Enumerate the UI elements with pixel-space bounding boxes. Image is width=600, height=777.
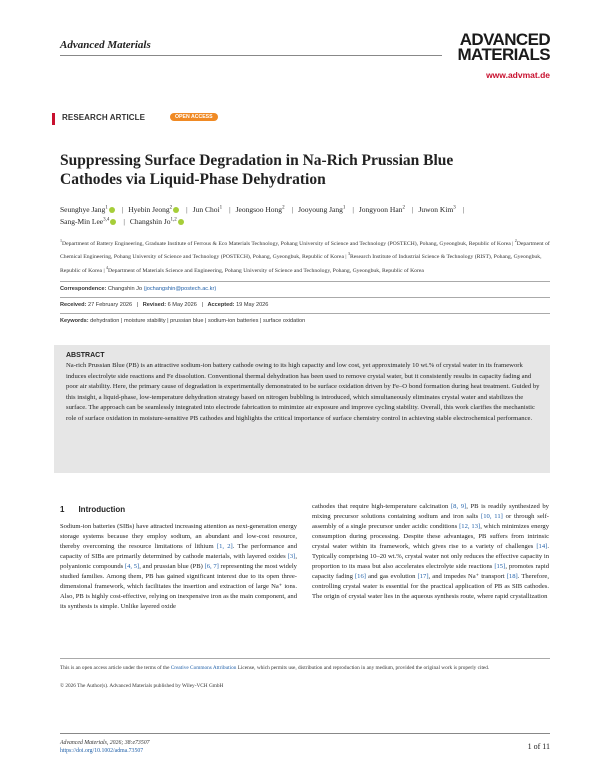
affiliation-sup: 1 (60, 238, 62, 243)
journal-url-link[interactable]: www.advmat.de (486, 70, 550, 80)
body-column-right: cathodes that require high-temperature calcination [8, 9], PB is readily synthesized by mixing precursor solutions containing sodium and iron salts [10, 11] or through self-assembly of a single precursor under acidic conditions [12, 13], which minimizes energy consumption during processing. Despite these advantages, PB suffers from intrinsic crystal water within its framework, which gives rise to a variety of challenges [14]. Typically comprising 10–20 wt.%, crystal water not only reduces the effective capacity in proportion to its mass but also accelerates electrolyte side reactions [15], promotes rapid capacity fading [16] and gas evolution [17], and impedes Na⁺ transport [18]. Therefore, controlling crystal water is essential for the practical application of PB as SIB cathodes. The origin of crystal water lies in the aqueous synthesis route, where rapid crystallization (312, 503, 549, 600)
author-separator: | (462, 204, 465, 214)
author-affiliation-sup: 3,4 (103, 217, 110, 223)
author-name: Juwon Kim$^3$ (418, 204, 456, 214)
author-name: Jeongsoo Hong$^2$ (235, 204, 285, 214)
keywords-list: dehydration | moisture stability | prussian blue | sodium-ion batteries | surface oxidation (90, 318, 306, 324)
author-affiliation-sup: 1 (342, 205, 346, 210)
affiliation-sup: 4 (106, 264, 108, 270)
author-separator: | (121, 204, 124, 214)
affiliation-text: Research Institute of Industrial Science & Technology (RIST), Pohang, Gyeongbuk, Republic of Korea (60, 254, 542, 274)
citation-link[interactable]: [14] (536, 543, 548, 550)
author-separator: | (186, 204, 188, 214)
author-affiliation-sup: 1 (219, 205, 223, 210)
author-affiliation-sup: 1 (105, 205, 108, 210)
correspondence-label: Correspondence: (60, 286, 107, 292)
citation-link[interactable]: [6, 7] (204, 563, 219, 570)
author-list (60, 202, 550, 227)
citation-line: Advanced Materials, 2026; 38:e73507 (60, 740, 150, 746)
dates: Received: 27 February 2026 | Revised: 6 May 2026 | Accepted: 19 May 2026 (60, 302, 269, 308)
author-affiliation-sup: 1,2 (170, 217, 177, 223)
affiliation-text: Department of Battery Engineering, Graduate Institute of Ferrous & Eco Materials Technology, Pohang University of Science and Technology (POSTECH), Pohang, Gyeongbuk, Republic of Korea (62, 240, 511, 247)
abstract-heading: ABSTRACT (66, 352, 105, 359)
license-link[interactable]: Creative Commons Attribution (170, 665, 237, 671)
journal-logo (440, 32, 550, 62)
author-name: Seunghye Jang$^1$ (60, 205, 115, 214)
logo-line2: MATERIALS (457, 45, 550, 64)
author-affiliation-sup: 3 (453, 205, 456, 210)
header-divider (60, 55, 442, 56)
affiliation-separator: | (343, 254, 348, 261)
accepted-date: 19 May 2026 (236, 302, 269, 308)
bottom-divider (60, 733, 550, 734)
author-name: Hyebin Jeong$^2$ (128, 205, 179, 214)
article-title (60, 151, 550, 189)
title-line1: Suppressing Surface Degradation in Na-Rich Prussian Blue (60, 152, 454, 169)
copyright-note: © 2026 The Author(s). Advanced Materials published by Wiley-VCH GmbH (60, 683, 224, 689)
section-title: Introduction (78, 505, 126, 514)
affiliation-separator: | (510, 240, 515, 247)
author-name: Changshin Jo$^{1,2}$ (130, 217, 184, 226)
body-column-left: Sodium-ion batteries (SIBs) have attracted increasing attention as next-generation energy storage systems because they employ sodium, an abundant and low-cost resource, thereby overcoming the resource limitations of lithium [1, 2]. The performance and capacity of SIBs are primarily determined by cathode materials, with layered oxides [3], polyanionic compounds [4, 5], and prussian blue (PB) [6, 7] representing the most widely studied families. Among them, PB has gained significant interest due to its open three-dimensional framework, which facilitates the insertion and extraction of large Na⁺ ions. Also, PB is highly cost-effective, relying on inexpensive iron as the main component, and its synthesis is simple. Unlike layered oxide (60, 523, 297, 610)
logo-line1: ADVANCED (459, 30, 550, 49)
article-type: RESEARCH ARTICLE (62, 113, 146, 122)
citation-link[interactable]: [18] (506, 573, 518, 580)
article-type-marker (52, 113, 55, 125)
revised-date: 6 May 2026 (167, 302, 197, 308)
author-separator: | (123, 217, 125, 226)
correspondence-email-link[interactable]: (jochangshin@postech.ac.kr) (143, 286, 217, 292)
author-name: Sang-Min Lee$^{3,4}$ (60, 217, 116, 226)
affiliation-text: Department of Materials Science and Engineering, Pohang University of Science and Technology, Pohang, Gyeongbuk, Republic of Korea (108, 267, 424, 274)
affiliations (60, 236, 550, 276)
meta-divider-low (60, 313, 550, 314)
citation-link[interactable]: [17] (417, 573, 429, 580)
section-heading-introduction (60, 505, 125, 514)
accepted-label: Accepted: (207, 302, 235, 308)
author-separator: | (352, 204, 354, 214)
citation-link[interactable]: [8, 9] (450, 503, 467, 510)
citation-link[interactable]: [15] (494, 563, 506, 570)
license-pre: This is an open access article under the terms of the (60, 665, 171, 671)
author-affiliation-sup: 2 (402, 205, 405, 210)
received-date: 27 February 2026 (88, 302, 133, 308)
author-name: Jooyoung Jang$^1$ (298, 204, 346, 214)
section-number: 1 (60, 505, 65, 514)
open-access-badge: OPEN ACCESS (170, 113, 218, 121)
received-label: Received: (60, 302, 87, 308)
keywords-label: Keywords: (60, 318, 89, 324)
orcid-icon[interactable] (178, 219, 184, 225)
orcid-icon[interactable] (173, 207, 179, 213)
author-name: Jongyoon Han$^2$ (358, 204, 405, 214)
citation-link[interactable]: [16] (354, 573, 366, 580)
citation-link[interactable]: [12, 13] (459, 523, 481, 530)
abstract-text: Na-rich Prussian Blue (PB) is an attractive sodium-ion battery cathode owing to its high capacity and low cost, yet approximately 10 wt.% of crystal water in its framework induces electrolyte side reactions and Fe dissolution. Conventional thermal dehydration has been used to remove crystal water, but it consistently results in capacity fading and poor air stability. Here, the primary cause of degradation is experimentally demonstrated to be surface oxidation driven by Fe–O bond formation during heat treatment. Guided by this insight, a liquid-phase, low-temperature dehydration strategy based on nitrogen bubbling is introduced, which simultaneously eliminates crystal water and stabilizes the surface. The approach can be seamlessly integrated into electrode fabrication to minimize air exposure and improve cycling stability. Overall, this work clarifies the mechanistic role of surface oxidation in moisture-sensitive PB cathodes and highlights the critical importance of surface chemistry control in achieving stable electrochemical performance. (66, 362, 540, 422)
affiliation-sup: 2 (514, 238, 517, 243)
page-number: 1 of 11 (527, 742, 550, 751)
citation-link[interactable]: [4, 5] (124, 563, 140, 570)
correspondence (60, 286, 216, 292)
author-separator: | (411, 204, 414, 214)
author-separator: | (291, 204, 294, 214)
citation-link[interactable]: [1, 2] (216, 543, 233, 550)
orcid-icon[interactable] (110, 219, 116, 225)
affiliation-text: Department of Chemical Engineering, Pohang University of Science and Technology (POSTECH), Pohang, Gyeongbuk, Republic of Korea (60, 240, 550, 261)
footer-divider (60, 658, 550, 659)
citation-link[interactable]: [10, 11] (481, 513, 503, 520)
keywords (60, 318, 305, 324)
author-name: Jun Choi$^1$ (192, 204, 223, 214)
license-post: License, which permits use, distribution and reproduction in any medium, provided the original work is properly cited. (236, 665, 490, 671)
author-affiliation-sup: 2 (282, 205, 285, 210)
meta-divider-mid (60, 297, 550, 298)
revised-label: Revised: (142, 302, 167, 308)
meta-divider-top (60, 281, 550, 282)
citation-link[interactable]: [3] (287, 553, 296, 560)
title-line2: Cathodes via Liquid-Phase Dehydration (60, 171, 326, 188)
author-separator: | (229, 204, 231, 214)
orcid-icon[interactable] (109, 207, 115, 213)
doi-link[interactable]: https://doi.org/10.1002/adma.73507 (60, 748, 144, 754)
affiliation-sup: 3 (347, 251, 350, 257)
correspondence-name: Changshin Jo (107, 286, 143, 292)
affiliation-separator: | (102, 267, 106, 274)
journal-name: Advanced Materials (60, 39, 151, 51)
author-affiliation-sup: 2 (169, 205, 173, 210)
license-note (60, 664, 550, 673)
